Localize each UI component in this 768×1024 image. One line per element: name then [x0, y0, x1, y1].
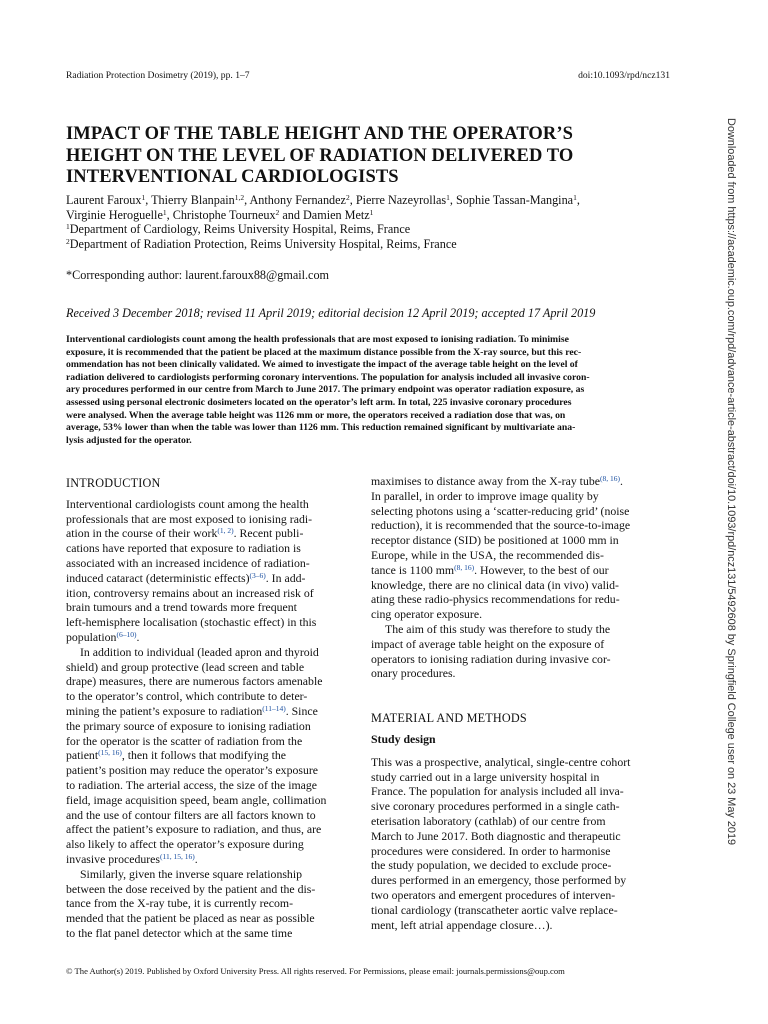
abstract	[66, 334, 674, 447]
citation-link[interactable]: (3–6)	[249, 570, 266, 580]
citation-link[interactable]: (6–10)	[116, 629, 137, 639]
paragraph: The aim of this study was therefore to study the impact of average table height on the exposure of operators to ionising radiation during invasive cor- onary procedures.	[371, 621, 611, 681]
author-name: Sophie Tassan-Mangina	[456, 193, 574, 207]
author-name: Anthony Fernandez	[249, 193, 346, 207]
corresponding-author: *Corresponding author: laurent.faroux88@gmail.com	[66, 268, 330, 282]
paragraph: Similarly, given the inverse square relationship between the dose received by the patient and the dis- tance from the X-ray tube, it is currently recom- mended that the patient be placed as near as possible to the flat panel detector which at the same time	[66, 866, 316, 940]
affiliation-mark: 2	[275, 207, 280, 217]
title-line: INTERVENTIONAL CARDIOLOGISTS	[66, 167, 399, 187]
title-line: HEIGHT ON THE LEVEL OF RADIATION DELIVERED TO	[66, 145, 574, 166]
citation-link[interactable]: (8, 16)	[454, 562, 475, 572]
spacer	[371, 681, 663, 711]
paragraph: maximises to distance away from the X-ray tube$^{(8, 16)}$. In parallel, in order to improve image quality by selecting photons using a ‘scatter-reducing grid’ (noise reduction), it is recommended that the source-to-image receptor distance (SID) be positioned at 1000 mm in Europe, while in the USA, the recommended dis- tance is 1100 mm$^{(8, 16)}$. However, to the best of our knowledge, there are no clinical data (in vivo) valid- ating these radio-physics recommendations for redu- cing operator exposure.	[371, 474, 631, 622]
citation-link[interactable]: (11, 15, 16)	[160, 851, 195, 861]
affiliation-mark: 1	[162, 207, 167, 217]
citation-link[interactable]: (15, 16)	[98, 748, 122, 758]
author-line: Laurent Faroux$^1$, Thierry Blanpain$^{1,2}$, Anthony Fernandez$^2$, Pierre Nazeyrollas$^1$, Sophie Tassan-Mangina$^1$,	[66, 193, 580, 207]
author-name: Virginie Heroguelle	[66, 207, 163, 222]
citation-link[interactable]: (11–14)	[262, 703, 286, 713]
affiliation-mark: 1	[446, 193, 450, 202]
author-name: Pierre Nazeyrollas	[355, 193, 447, 207]
abstract-line: exposure, it is recommended that the patient be placed at the maximum distance possible from the X-ray source, but this rec-	[66, 346, 582, 358]
author-line: Virginie Heroguelle$^1$, Christophe Tourneux$^2$ and Damien Metz$^1$	[66, 207, 374, 222]
article-title	[66, 124, 676, 189]
abstract-line: average, 53% lower than when the table was lower than 1126 mm. This reduction remained significant by multivariate ana-	[66, 422, 576, 434]
author-name: Damien Metz	[303, 207, 370, 222]
download-watermark: Downloaded from https://academic.oup.com/rpd/advance-article-abstract/doi/10.1093/rpd/ncz131/5492608 by Springfield College user on 23 May 2019	[725, 118, 737, 846]
affiliation-mark: 2	[345, 193, 350, 202]
doi-label: doi:10.1093/rpd/ncz131	[578, 70, 670, 81]
citation-link[interactable]: (8, 16)	[600, 474, 620, 483]
abstract-line: lysis adjusted for the operator.	[66, 434, 192, 446]
affiliation-mark: 1,2	[234, 193, 245, 202]
abstract-line: ary procedures performed in our centre from March to June 2017. The primary endpoint was operator radiation exposure, as	[66, 384, 585, 396]
affiliation: $^1$Department of Cardiology, Reims University Hospital, Reims, France	[66, 222, 411, 237]
section-heading-introduction: INTRODUCTION	[66, 476, 161, 490]
citation-link[interactable]: (1, 2)	[217, 526, 234, 536]
affiliation-mark: 1	[573, 193, 577, 202]
abstract-line: assessed using personal electronic dosimeters located on the operator’s left arm. In total, 225 invasive coronary procedures	[66, 396, 572, 408]
abstract-line: Interventional cardiologists count among the health professionals that are most exposed to ionising radiation. To minimise	[66, 334, 569, 345]
copyright-footer: © The Author(s) 2019. Published by Oxford University Press. All rights reserved. For Permissions, please email: journals.permissions@oup.com	[66, 966, 565, 976]
author-name: Thierry Blanpain	[151, 193, 235, 207]
body-column-left	[66, 476, 358, 941]
received-dates: Received 3 December 2018; revised 11 April 2019; editorial decision 12 April 2019; accepted 17 April 2019	[66, 306, 596, 320]
author-name: Laurent Faroux	[66, 193, 142, 207]
abstract-line: radiation delivered to cardiologists performing coronary interventions. The population for analysis included all invasive coron-	[66, 371, 590, 383]
affiliation-mark: 1	[141, 193, 146, 202]
abstract-line: were analysed. When the average table height was 1126 mm or more, the operators received a radiation dose that was, on	[66, 409, 566, 421]
paragraph: This was a prospective, analytical, single-centre cohort study carried out in a large university hospital in France. The population for analysis included all inva- sive coronary procedures performed in a single cath- eterisation laboratory (cathlab) of our centre from March to June 2017. Both diagnostic and therapeutic procedures were considered. In order to harmonise the study population, we decided to exclude proce- dures performed in an emergency, those performed by two operators and emergent procedures of interven- tional cardiology (transcatheter aortic valve replace- ment, left atrial appendage closure…).	[371, 754, 631, 932]
journal-citation: Radiation Protection Dosimetry (2019), pp. 1–7	[66, 70, 250, 81]
author-name: Christophe Tourneux	[172, 207, 276, 222]
section-heading-methods: MATERIAL AND METHODS	[371, 711, 527, 726]
affiliation: $^2$Department of Radiation Protection, Reims University Hospital, Reims, France	[66, 236, 457, 251]
subsection-heading-study-design: Study design	[371, 731, 436, 746]
paragraph: In addition to individual (leaded apron and thyroid shield) and group protective (lead screen and table drape) measures, there are numerous factors amenable to the operator’s control, which contribute to deter- mining the patient’s exposure to radiation$^{(11-14)}$. Since the primary source of exposure to ionising radiation for the operator is the scatter of radiation from the patient$^{(15, 16)}$, then it follows that modifying the patient’s position may reduce the operator’s exposure to radiation. The arterial access, the size of the image field, image acquisition speed, beam angle, collimation and the use of contour filters are all factors known to affect the patient’s exposure to radiation, and thus, are also likely to affect the operator’s exposure during invasive procedures$^{(11, 15, 16)}$.	[66, 644, 327, 866]
title-line: IMPACT OF THE TABLE HEIGHT AND THE OPERATOR’S	[66, 124, 574, 144]
author-block	[66, 193, 706, 251]
paragraph: Interventional cardiologists count among the health professionals that are most exposed to ionising radi- ation in the course of their work$^{(1, 2)}$. Recent publi- cations have reported that exposure to radiation is associated with an increased incidence of radiation- induced cataract (deterministic effects)$^{(3-6)}$. In add- ition, controversy remains about an increased risk of brain tumours and a trend towards more frequent left-hemisphere localisation (stochastic effect) in this population$^{(6-10)}$.	[66, 496, 317, 644]
abstract-line: ommendation has not been clinically validated. We aimed to investigate the impact of the average table height on the level of	[66, 359, 578, 371]
body-column-right	[371, 474, 663, 932]
affiliation-mark: 1	[369, 207, 374, 217]
